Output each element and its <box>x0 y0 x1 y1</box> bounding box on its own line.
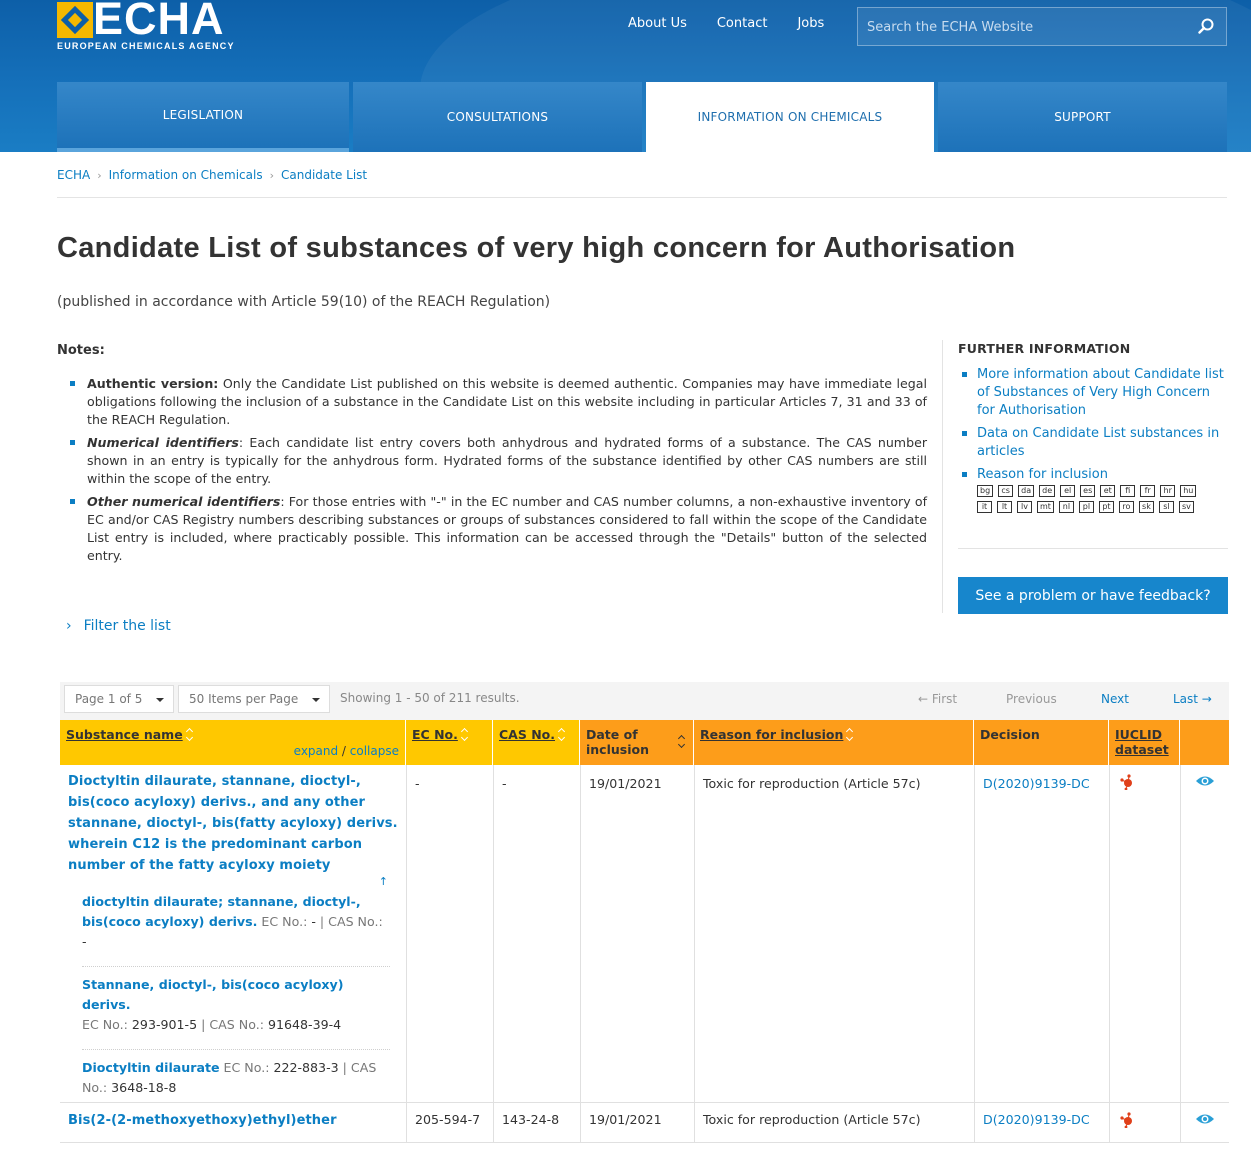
ec-no-cell: - <box>415 776 420 791</box>
sub-entry: Dioctyltin dilaurate EC No.: 222-883-3 | CAS No.: 3648-18-8 <box>82 1060 377 1095</box>
column-date-of-inclusion[interactable] <box>580 720 693 765</box>
decision-cell <box>975 1103 1109 1142</box>
table-row <box>60 765 1229 1103</box>
echa-logo[interactable] <box>57 0 257 56</box>
search-icon[interactable] <box>1198 18 1214 34</box>
chevron-down-icon <box>312 698 320 702</box>
lang-fr[interactable]: fr <box>1140 485 1155 497</box>
ec-label: EC No.: <box>261 914 308 929</box>
lang-sk[interactable]: sk <box>1139 501 1154 513</box>
language-links <box>977 485 1207 517</box>
date-cell: 19/01/2021 <box>589 1112 662 1127</box>
note-lead: Numerical identifiers <box>87 435 239 450</box>
reason-cell: Toxic for reproduction (Article 57c) <box>703 776 921 791</box>
lang-fi[interactable]: fi <box>1120 485 1135 497</box>
nav-tab-information-on-chemicals[interactable]: INFORMATION ON CHEMICALS <box>646 82 934 152</box>
divider <box>57 197 1227 198</box>
note-item <box>70 493 927 565</box>
echa-logo-mark-icon <box>57 2 93 38</box>
search-input[interactable] <box>867 17 1187 37</box>
feedback-button[interactable]: See a problem or have feedback? <box>958 577 1228 614</box>
substance-name-link[interactable]: Dioctyltin dilaurate, stannane, dioctyl-, bis(coco acyloxy) derivs., and any other stannane, dioctyl-, bis(fatty acyloxy) derivs. wherein C12 is the predominant carbon number of the fatty acyloxy moiety <box>68 774 398 873</box>
date-cell: 19/01/2021 <box>589 776 662 791</box>
expand-collapse <box>294 744 399 759</box>
ec-label: EC No.: <box>223 1060 270 1075</box>
note-lead: Authentic version: <box>87 376 219 391</box>
details-cell <box>1181 765 1229 1102</box>
expand-collapse-separator: / <box>338 744 350 758</box>
sidebar-item <box>977 466 1227 517</box>
notes-title: Notes: <box>57 343 105 358</box>
decision-link[interactable]: D(2020)9139-DC <box>983 776 1090 791</box>
substance-name-cell <box>60 1103 406 1142</box>
sort-icon <box>678 736 687 748</box>
next-page-button[interactable]: Next <box>1101 692 1129 706</box>
table-toolbar <box>60 682 1229 720</box>
nav-tab-support[interactable]: SUPPORT <box>938 82 1227 152</box>
nav-tab-consultations[interactable]: CONSULTATIONS <box>353 82 642 152</box>
column-cas-no[interactable] <box>493 720 579 765</box>
sort-icon <box>846 729 855 741</box>
column-ec-no[interactable] <box>406 720 492 765</box>
ec-value: 293-901-5 <box>131 1017 198 1032</box>
filter-link[interactable]: Filter the list <box>83 618 171 634</box>
divider <box>958 548 1228 549</box>
iuclid-dataset-icon[interactable] <box>1118 1112 1134 1128</box>
results-count: Showing 1 - 50 of 211 results. <box>340 691 520 705</box>
note-text: : For those entries with "-" in the EC number and CAS number columns, a non-exhaustive inventory of EC and/or CAS Registry numbers describing substances or groups of substances considered to fall within the scope of the Candidate List entry is included, where practicably possible. This information can be accessed through the "Details" button of the selected entry. <box>87 494 928 563</box>
items-per-page-value: 50 Items per Page <box>189 692 299 706</box>
chevron-down-icon <box>156 698 164 702</box>
column-label: Substance name <box>66 727 183 742</box>
cas-value: 91648-39-4 <box>267 1017 342 1032</box>
substance-name-cell <box>60 765 406 1102</box>
cas-no-cell: - <box>502 776 507 791</box>
more-information-link[interactable]: More information about Candidate list of Substances of Very High Concern for Authorisation <box>977 367 1224 418</box>
lang-pl[interactable]: pl <box>1079 501 1094 513</box>
ec-label: EC No.: <box>82 1017 128 1032</box>
note-text: : Each candidate list entry covers both anhydrous and hydrated forms of a substance. The CAS number shown in an entry is typically for the anhydrous form. Hydrated forms of the substance identified by other CAS numbers are still within the scope of the entry. <box>87 435 927 486</box>
lang-es[interactable]: es <box>1080 485 1095 497</box>
notes-list <box>70 375 927 570</box>
column-label: IUCLID dataset <box>1115 727 1169 757</box>
arrow-up-icon[interactable]: ↑ <box>378 875 388 888</box>
first-page-button[interactable]: ← First <box>918 692 958 706</box>
column-reason-for-inclusion[interactable] <box>694 720 973 765</box>
lang-mt[interactable]: mt <box>1037 501 1054 513</box>
lang-pt[interactable]: pt <box>1099 501 1114 513</box>
last-page-button[interactable]: Last → <box>1173 692 1212 706</box>
ec-value: - <box>311 914 316 929</box>
breadcrumb-chevron-icon: › <box>97 168 102 182</box>
cas-label: CAS No.: <box>209 1017 264 1032</box>
breadcrumb-information-on-chemicals[interactable]: Information on Chemicals <box>108 168 263 182</box>
page-title: Candidate List of substances of very high concern for Authorisation <box>57 232 1016 264</box>
note-lead: Other numerical identifiers <box>87 494 281 509</box>
iuclid-dataset-icon[interactable] <box>1118 774 1134 790</box>
lang-lv[interactable]: lv <box>1017 501 1032 513</box>
lang-da[interactable]: da <box>1018 485 1034 497</box>
sidebar-item <box>977 425 1227 461</box>
lang-bg[interactable]: bg <box>977 485 993 497</box>
breadcrumb <box>57 168 367 182</box>
main-navigation <box>57 82 1227 152</box>
lang-de[interactable]: de <box>1039 485 1055 497</box>
note-item <box>70 434 927 488</box>
sub-entry-name-link[interactable]: Stannane, dioctyl-, bis(coco acyloxy) derivs. <box>82 977 344 1012</box>
sidebar-item <box>977 366 1227 420</box>
logo-text: ECHA <box>93 0 225 44</box>
note-item <box>70 375 927 429</box>
table-row <box>60 1103 1229 1143</box>
logo-subtitle: EUROPEAN CHEMICALS AGENCY <box>57 41 235 51</box>
page-select-value: Page 1 of 5 <box>75 692 143 706</box>
lang-sl[interactable]: sl <box>1159 501 1174 513</box>
column-iuclid-dataset <box>1109 720 1179 765</box>
lang-et[interactable]: et <box>1100 485 1115 497</box>
sort-icon <box>558 729 567 741</box>
search-box <box>857 7 1227 46</box>
breadcrumb-candidate-list[interactable]: Candidate List <box>280 168 368 182</box>
expand-link[interactable]: expand <box>293 744 339 758</box>
substance-name-link[interactable]: Bis(2-(2-methoxyethoxy)ethyl)ether <box>68 1113 337 1128</box>
column-details <box>1180 720 1229 765</box>
previous-page-button[interactable]: Previous <box>1006 692 1057 706</box>
breadcrumb-echa[interactable]: ECHA <box>57 168 91 182</box>
data-in-articles-link[interactable]: Data on Candidate List substances in articles <box>977 426 1220 459</box>
cas-value: - <box>82 934 87 949</box>
table-header <box>60 720 1229 765</box>
cas-no-cell: 143-24-8 <box>502 1112 560 1127</box>
note-text: Only the Candidate List published on this website is deemed authentic. Companies may have immediate legal obligations following the inclusion of a substance in the Candidate List on this website including in particular Articles 7, 31 and 33 of the REACH Regulation. <box>87 376 928 427</box>
lang-it[interactable]: it <box>977 501 992 513</box>
cas-label: CAS No.: <box>82 1060 377 1095</box>
cas-value: 3648-18-8 <box>111 1080 177 1095</box>
top-links <box>628 16 824 31</box>
page-select[interactable] <box>64 685 174 713</box>
lang-el[interactable]: el <box>1060 485 1075 497</box>
sub-entries <box>68 884 398 1112</box>
column-label: Reason for inclusion <box>700 727 844 742</box>
reason-for-inclusion-link[interactable]: Reason for inclusion <box>977 467 1108 482</box>
sort-icon <box>461 729 470 741</box>
iuclid-cell <box>1110 765 1180 1102</box>
breadcrumb-chevron-icon: › <box>269 168 274 182</box>
lang-ro[interactable]: ro <box>1119 501 1134 513</box>
eye-icon[interactable] <box>1195 774 1215 788</box>
reason-cell: Toxic for reproduction (Article 57c) <box>703 1112 921 1127</box>
collapse-link[interactable]: collapse <box>349 744 399 758</box>
sub-entry-name-link[interactable]: dioctyltin dilaurate; stannane, dioctyl-, bis(coco acyloxy) derivs. <box>82 894 361 929</box>
jobs-link[interactable]: Jobs <box>797 16 825 31</box>
column-label: Decision <box>980 727 1040 742</box>
page-subtitle: (published in accordance with Article 59(10) of the REACH Regulation) <box>57 294 551 310</box>
column-substance-name[interactable] <box>60 720 405 765</box>
lang-sv[interactable]: sv <box>1179 501 1194 513</box>
eye-icon[interactable] <box>1195 1112 1215 1126</box>
sub-entry: dioctyltin dilaurate; stannane, dioctyl-, bis(coco acyloxy) derivs. EC No.: - | CAS No.: - <box>82 884 390 967</box>
about-us-link[interactable]: About Us <box>628 16 687 31</box>
decision-link[interactable]: D(2020)9139-DC <box>983 1112 1090 1127</box>
decision-cell <box>975 765 1109 1102</box>
column-label: EC No. <box>412 727 458 742</box>
cas-label: CAS No.: <box>328 914 383 929</box>
lang-nl[interactable]: nl <box>1059 501 1074 513</box>
further-information-sidebar <box>942 340 1227 613</box>
column-decision <box>974 720 1108 765</box>
ec-value: 222-883-3 <box>273 1060 339 1075</box>
sidebar-title: FURTHER INFORMATION <box>958 341 1131 356</box>
chevron-right-icon: › <box>66 618 72 634</box>
details-cell <box>1181 1103 1229 1142</box>
ec-no-cell: 205-594-7 <box>415 1112 481 1127</box>
lang-hu[interactable]: hu <box>1180 485 1196 497</box>
sort-icon <box>186 729 195 741</box>
lang-cs[interactable]: cs <box>998 485 1013 497</box>
iuclid-cell <box>1110 1103 1180 1142</box>
column-label: Date of inclusion <box>586 727 649 757</box>
sub-entry-name-link[interactable]: Dioctyltin dilaurate <box>82 1060 220 1075</box>
items-per-page-select[interactable] <box>178 685 330 713</box>
lang-hr[interactable]: hr <box>1160 485 1175 497</box>
nav-tab-legislation[interactable]: LEGISLATION <box>57 82 349 152</box>
lang-lt[interactable]: lt <box>997 501 1012 513</box>
contact-link[interactable]: Contact <box>716 16 768 31</box>
sidebar-links <box>977 366 1227 522</box>
column-label: CAS No. <box>499 727 555 742</box>
filter-toggle[interactable] <box>66 618 171 634</box>
sub-entry: Stannane, dioctyl-, bis(coco acyloxy) derivs. EC No.: 293-901-5 | CAS No.: 91648-39-4 <box>82 967 390 1050</box>
site-header <box>0 0 1251 152</box>
